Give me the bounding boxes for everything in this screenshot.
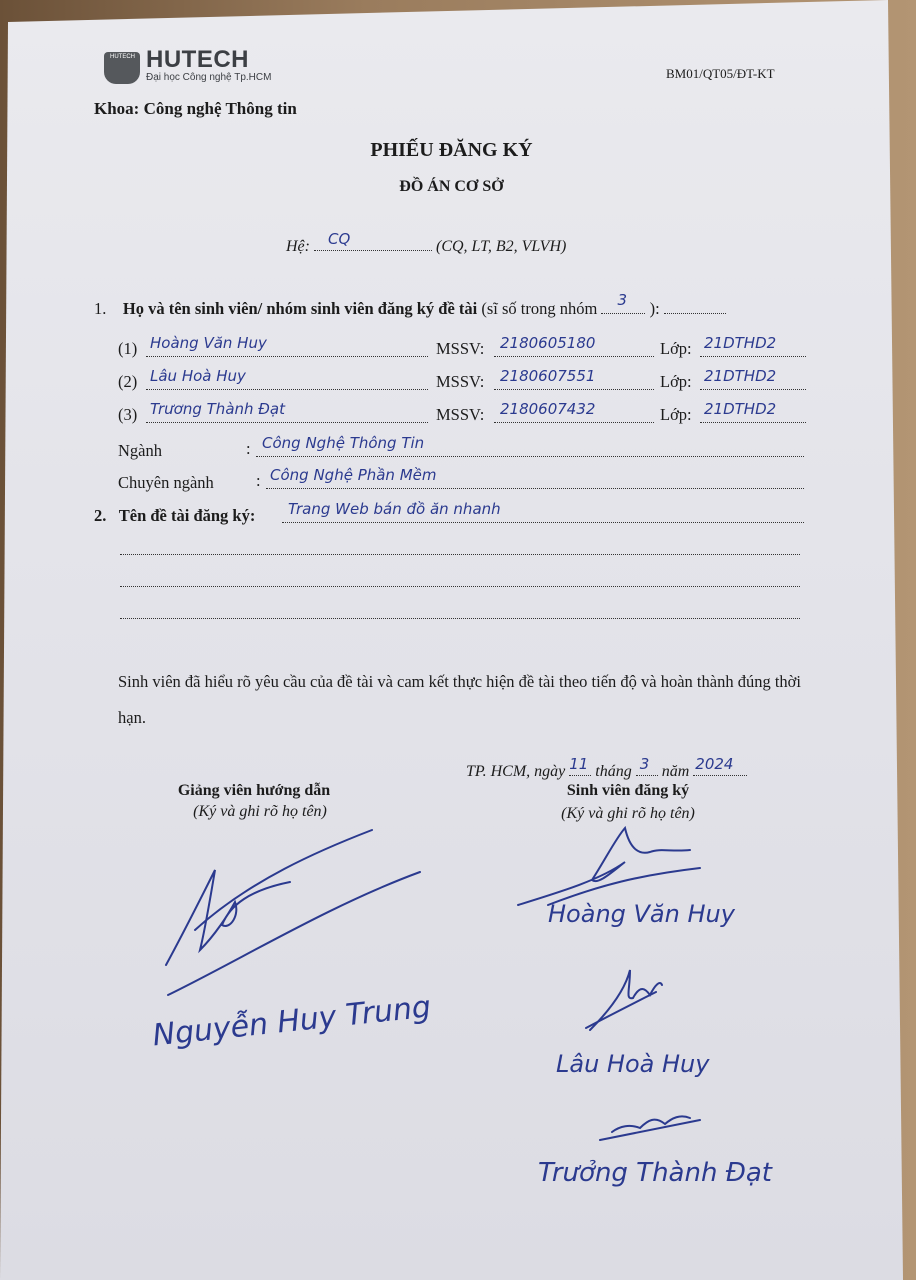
logo-shield-icon: HUTECH bbox=[104, 52, 140, 84]
student-class-field-3: 21DTHD2 bbox=[700, 402, 806, 423]
student-mssv-field-3: 2180607432 bbox=[494, 402, 654, 423]
student-class-field-1: 21DTHD2 bbox=[700, 336, 806, 357]
student-mssv-field-1: 2180605180 bbox=[494, 336, 654, 357]
student-name-field-1: Hoàng Văn Huy bbox=[146, 336, 428, 357]
student-name-field-3: Trương Thành Đạt bbox=[146, 402, 428, 423]
system-options: (CQ, LT, B2, VLVH) bbox=[435, 238, 567, 255]
system-label: Hệ: bbox=[286, 238, 310, 255]
date-year: 2024 bbox=[695, 755, 734, 773]
student-class-field-2: 21DTHD2 bbox=[700, 369, 806, 390]
form-code: BM01/QT05/ĐT-KT bbox=[666, 66, 775, 81]
date-line: TP. HCM, ngày 11 tháng 3 năm 2024 bbox=[466, 759, 747, 781]
system-value: CQ bbox=[327, 230, 351, 248]
student-mssv-field-2: 2180607551 bbox=[494, 369, 654, 390]
advisor-subtitle: (Ký và ghi rõ họ tên) bbox=[193, 803, 327, 820]
student-sign-subtitle: (Ký và ghi rõ họ tên) bbox=[561, 805, 695, 822]
faculty-label: Khoa: Công nghệ Thông tin bbox=[94, 99, 297, 118]
major-label: Ngành bbox=[118, 441, 162, 460]
student-name-field-2: Lâu Hoà Huy bbox=[146, 369, 428, 390]
logo-wordmark: HUTECH bbox=[146, 46, 249, 73]
major-field: Công Nghệ Thông Tin bbox=[256, 436, 804, 457]
student-signature-1 bbox=[518, 828, 690, 905]
advisor-signature bbox=[166, 870, 290, 965]
student-handwritten-name-3: Trưởng Thành Đạt bbox=[538, 1158, 772, 1188]
date-month: 3 bbox=[639, 755, 650, 773]
student-sign-title: Sinh viên đăng ký bbox=[566, 782, 690, 799]
student-handwritten-name-1: Hoàng Văn Huy bbox=[548, 900, 735, 928]
group-count: 3 bbox=[617, 291, 628, 309]
date-day: 11 bbox=[569, 755, 589, 773]
advisor-handwritten-name: Nguyễn Huy Trung bbox=[150, 989, 433, 1054]
topic-field: Trang Web bán đồ ăn nhanh bbox=[282, 502, 804, 523]
advisor-title: Giảng viên hướng dẫn bbox=[177, 782, 331, 799]
section1-heading: 1. Họ và tên sinh viên/ nhóm sinh viên đăng ký đề tài (sĩ số trong nhóm 3 ): bbox=[94, 297, 726, 319]
specialty-label: Chuyên ngành bbox=[118, 473, 214, 492]
form-title: PHIẾU ĐĂNG KÝ bbox=[370, 139, 533, 161]
student-row-3: (3) bbox=[118, 405, 138, 424]
specialty-field: Công Nghệ Phần Mềm bbox=[266, 468, 804, 489]
student-row-1: (1) bbox=[118, 339, 138, 358]
section2-heading: 2. Tên đề tài đăng ký: bbox=[94, 506, 256, 525]
student-row-2: (2) bbox=[118, 372, 138, 391]
student-handwritten-name-2: Lâu Hoà Huy bbox=[556, 1050, 710, 1078]
commitment-text: Sinh viên đã hiểu rõ yêu cầu của đề tài và cam kết thực hiện đề tài theo tiến độ và hoàn thành đúng thời hạn. bbox=[118, 672, 801, 727]
form-subtitle: ĐỒ ÁN CƠ SỞ bbox=[399, 178, 504, 195]
logo-subtitle: Đại học Công nghệ Tp.HCM bbox=[146, 72, 272, 83]
